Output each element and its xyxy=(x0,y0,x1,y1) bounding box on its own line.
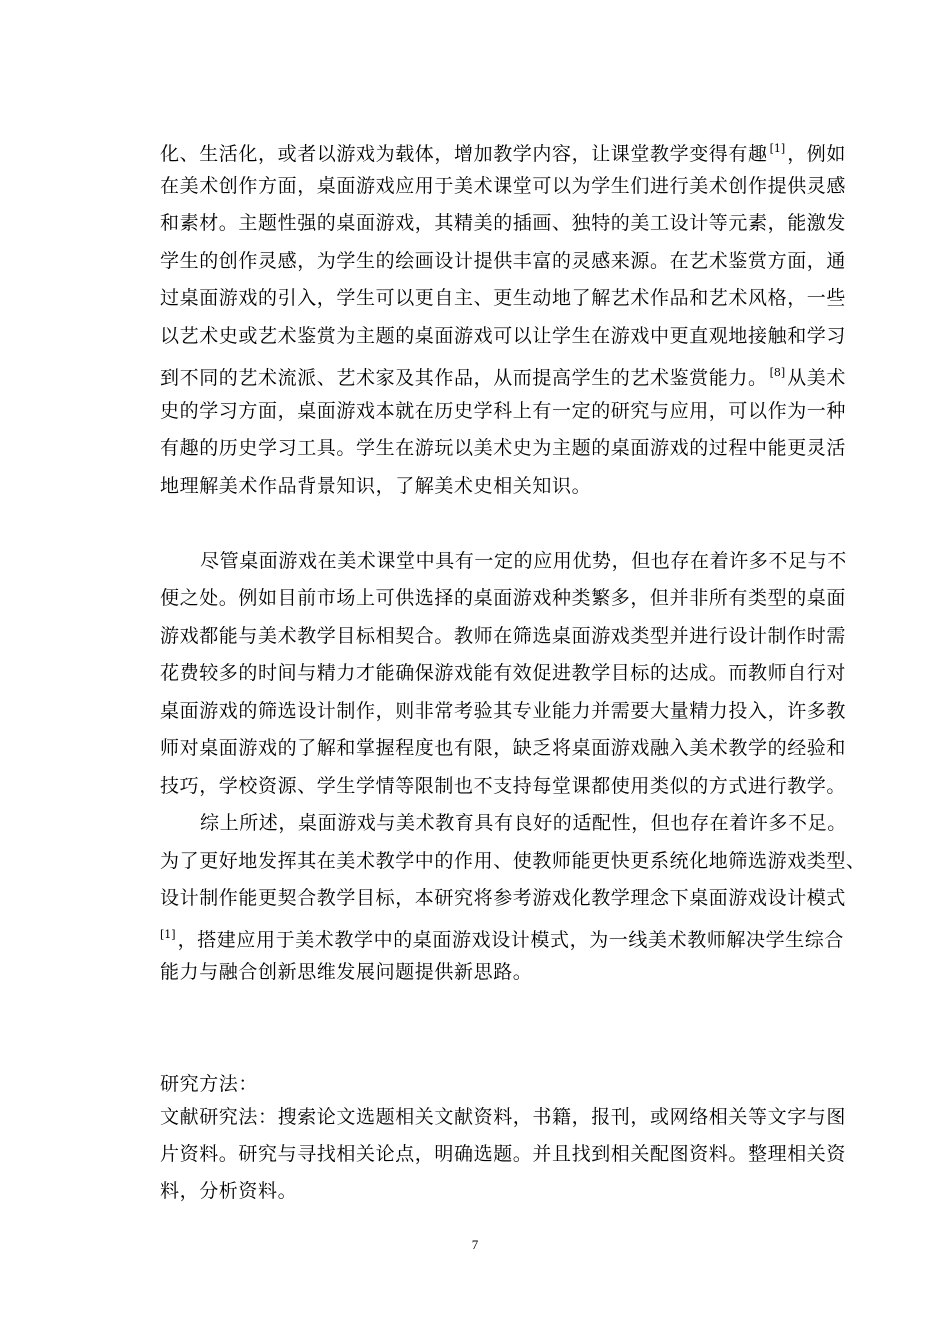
paragraph-3-line-2: 为了更好地发挥其在美术教学中的作用、使教师能更快更系统化地筛选游戏类型、 xyxy=(160,850,866,872)
paragraph-2-line-3: 游戏都能与美术教学目标相契合。教师在筛选桌面游戏类型并进行设计制作时需 xyxy=(160,625,847,647)
citation-marker: [1] xyxy=(769,142,786,155)
paragraph-2-line-2: 便之处。例如目前市场上可供选择的桌面游戏种类繁多，但并非所有类型的桌面 xyxy=(160,587,847,609)
paragraph-3-line-1: 综上所述，桌面游戏与美术教育具有良好的适配性，但也存在着许多不足。 xyxy=(200,812,847,834)
text-run: ，搭建应用于美术教学中的桌面游戏设计模式，为一线美术教师解决学生综合 xyxy=(177,929,844,951)
paragraph-3-line-5: 能力与融合创新思维发展问题提供新思路。 xyxy=(160,961,533,983)
paragraph-2-line-4: 花费较多的时间与精力才能确保游戏能有效促进教学目标的达成。而教师自行对 xyxy=(160,662,847,684)
text-run: 从美术 xyxy=(787,367,847,389)
paragraph-3-line-3: 设计制作能更契合教学目标，本研究将参考游戏化教学理念下桌面游戏设计模式 xyxy=(160,887,847,909)
page-number: 7 xyxy=(471,1237,479,1252)
paragraph-3-line-4 xyxy=(160,923,844,952)
text-run: ，例如 xyxy=(787,143,847,165)
methods-line-2: 片资料。研究与寻找相关论点，明确选题。并且找到相关配图资料。整理相关资 xyxy=(160,1143,847,1165)
paragraph-1-line-9: 有趣的历史学习工具。学生在游玩以美术史为主题的桌面游戏的过程中能更灵活 xyxy=(160,437,847,459)
paragraph-1-line-10: 地理解美术作品背景知识，了解美术史相关知识。 xyxy=(160,475,592,497)
paragraph-1-line-3: 和素材。主题性强的桌面游戏，其精美的插画、独特的美工设计等元素，能激发 xyxy=(160,212,847,234)
paragraph-2-line-7: 技巧，学校资源、学生学情等限制也不支持每堂课都使用类似的方式进行教学。 xyxy=(160,775,847,797)
paragraph-2-line-6: 师对桌面游戏的了解和掌握程度也有限，缺乏将桌面游戏融入美术教学的经验和 xyxy=(160,737,847,759)
paragraph-2-line-1: 尽管桌面游戏在美术课堂中具有一定的应用优势，但也存在着许多不足与不 xyxy=(200,550,847,572)
text-run: 到不同的艺术流派、艺术家及其作品，从而提高学生的艺术鉴赏能力。 xyxy=(160,367,768,389)
citation-marker: [8] xyxy=(769,366,786,379)
paragraph-1-line-5: 过桌面游戏的引入，学生可以更自主、更生动地了解艺术作品和艺术风格，一些 xyxy=(160,287,847,309)
paragraph-1-line-8: 史的学习方面，桌面游戏本就在历史学科上有一定的研究与应用，可以作为一种 xyxy=(160,400,847,422)
paragraph-2-line-5: 桌面游戏的筛选设计制作，则非常考验其专业能力并需要大量精力投入，许多教 xyxy=(160,700,847,722)
paragraph-1-line-1 xyxy=(160,137,847,166)
paragraph-1-line-7 xyxy=(160,361,847,390)
text-run: 化、生活化，或者以游戏为载体，增加教学内容，让课堂教学变得有趣 xyxy=(160,143,768,165)
methods-heading: 研究方法： xyxy=(160,1073,259,1095)
citation-marker: [1] xyxy=(160,928,176,941)
paragraph-1-line-2: 在美术创作方面，桌面游戏应用于美术课堂可以为学生们进行美术创作提供灵感 xyxy=(160,175,847,197)
paragraph-1-line-4: 学生的创作灵感，为学生的绘画设计提供丰富的灵感来源。在艺术鉴赏方面，通 xyxy=(160,250,847,272)
methods-line-3: 料，分析资料。 xyxy=(160,1180,298,1202)
paragraph-1-line-6: 以艺术史或艺术鉴赏为主题的桌面游戏可以让学生在游戏中更直观地接触和学习 xyxy=(160,325,847,347)
methods-line-1: 文献研究法：搜索论文选题相关文献资料，书籍，报刊，或网络相关等文字与图 xyxy=(160,1106,847,1128)
